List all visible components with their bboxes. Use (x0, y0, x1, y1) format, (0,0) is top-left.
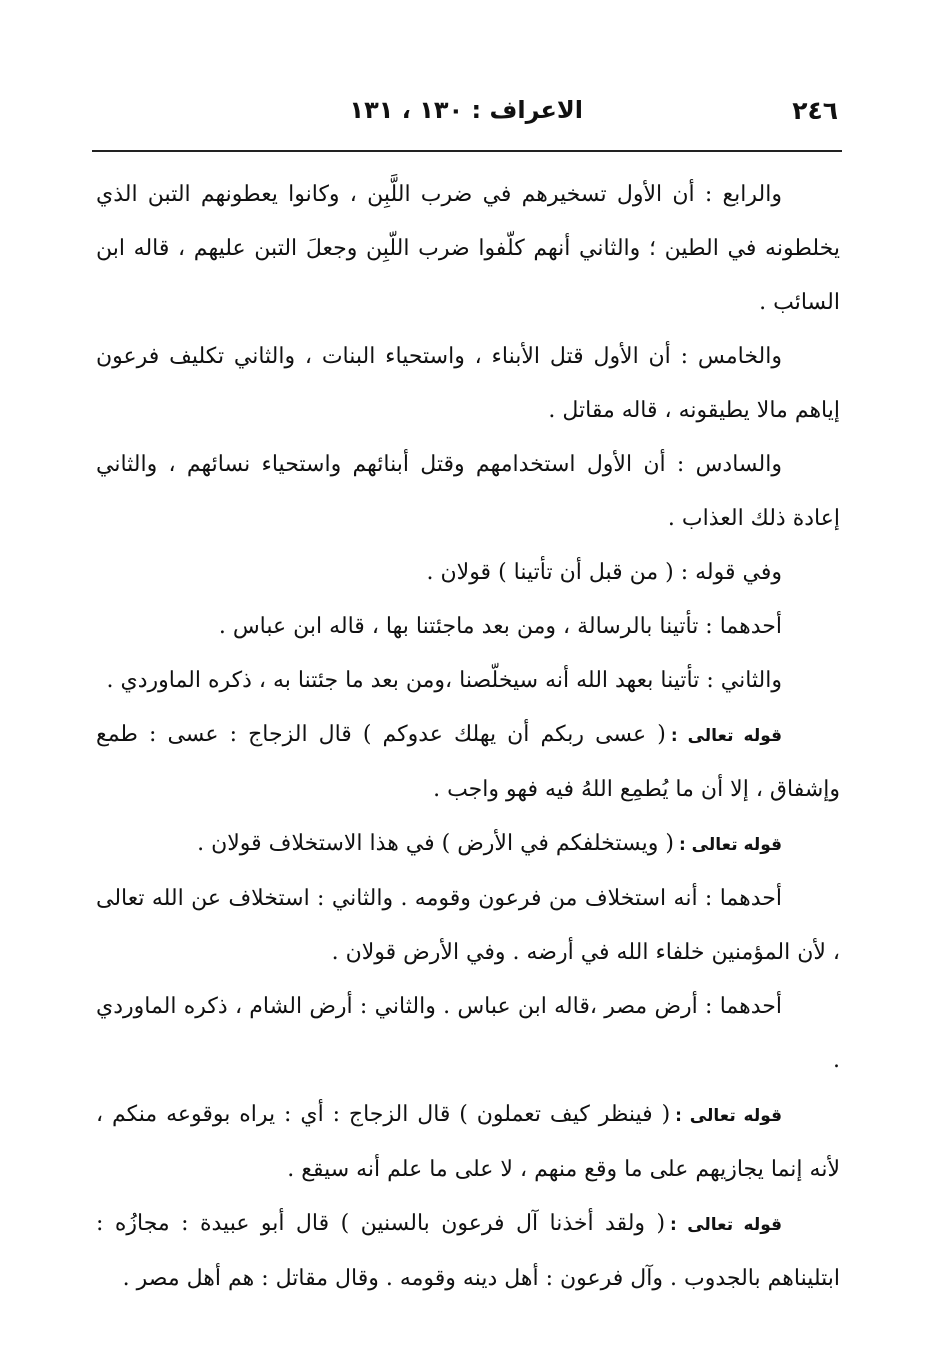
paragraph (96, 817, 840, 872)
paragraph-text: أحدهما : أنه استخلاف من فرعون وقومه . والثاني : استخلاف عن الله تعالى ، لأن المؤمنين خلفاء الله في أرضه . وفي الأرض قولان . (96, 886, 840, 965)
paragraph (96, 330, 840, 438)
paragraph (96, 1197, 840, 1306)
paragraph (96, 872, 840, 980)
paragraph-text: أحدهما : تأتينا بالرسالة ، ومن بعد ماجئتنا بها ، قاله ابن عباس . (218, 614, 782, 639)
paragraph-text: والسادس : أن الأول استخدامهم وقتل أبنائهم واستحياء نسائهم ، والثاني إعادة ذلك العذاب . (96, 452, 840, 531)
paragraph-text: والثاني : تأتينا بعهد الله أنه سيخلّصنا ،ومن بعد ما جئتنا به ، ذكره الماوردي . (106, 668, 782, 693)
page-header (88, 96, 838, 136)
verse-lead: قوله تعالى : (675, 1106, 783, 1126)
paragraph-text: أحدهما : أرض مصر ،قاله ابن عباس . والثاني : أرض الشام ، ذكره الماوردي . (96, 994, 840, 1073)
page-body (96, 168, 840, 1306)
verse-lead: قوله تعالى : (678, 835, 782, 855)
paragraph-text: ( عسى ربكم أن يهلك عدوكم ) قال الزجاج : عسى : طمع وإشفاق ، إلا أن ما يُطمِع اللهُ فيه فهو واجب . (96, 722, 840, 802)
header-rule (92, 150, 842, 152)
page-number: ٢٤٦ (792, 96, 838, 125)
paragraph (96, 654, 840, 708)
paragraph (96, 168, 840, 330)
paragraph-text: ( فينظر كيف تعملون ) قال الزجاج : أي : يراه بوقوعه منكم ، لأنه إنما يجازيهم على ما وقع منهم ، لا على ما علم أنه سيقع . (96, 1102, 840, 1182)
paragraph (96, 600, 840, 654)
verse-lead: قوله تعالى : (670, 1215, 782, 1235)
paragraph (96, 708, 840, 817)
paragraph (96, 1088, 840, 1197)
paragraph (96, 546, 840, 600)
verse-lead: قوله تعالى : (670, 726, 783, 746)
paragraph-text: ( ولقد أخذنا آل فرعون بالسنين ) قال أبو عبيدة : مجازُه : ابتليناهم بالجدوب . وآل فرعون : أهل دينه وقومه . وقال مقاتل : هم أهل مصر . (96, 1211, 840, 1291)
running-head: الاعراف : ١٣٠ ، ١٣١ (349, 96, 583, 124)
paragraph-text: ( ويستخلفكم في الأرض ) في هذا الاستخلاف قولان . (197, 831, 674, 856)
paragraph (96, 438, 840, 546)
paragraph-text: والرابع : أن الأول تسخيرهم في ضرب اللَّبِن ، وكانوا يعطونهم التبن الذي يخلطونه في الطين ؛ والثاني أنهم كلّفوا ضرب اللّبِن وجعلَ التبن عليهم ، قاله ابن السائب . (96, 182, 840, 315)
paragraph (96, 980, 840, 1088)
paragraph-text: والخامس : أن الأول قتل الأبناء ، واستحياء البنات ، والثاني تكليف فرعون إياهم مالا يطيقونه ، قاله مقاتل . (96, 344, 840, 423)
paragraph-text: وفي قوله : ( من قبل أن تأتينا ) قولان . (426, 560, 782, 585)
